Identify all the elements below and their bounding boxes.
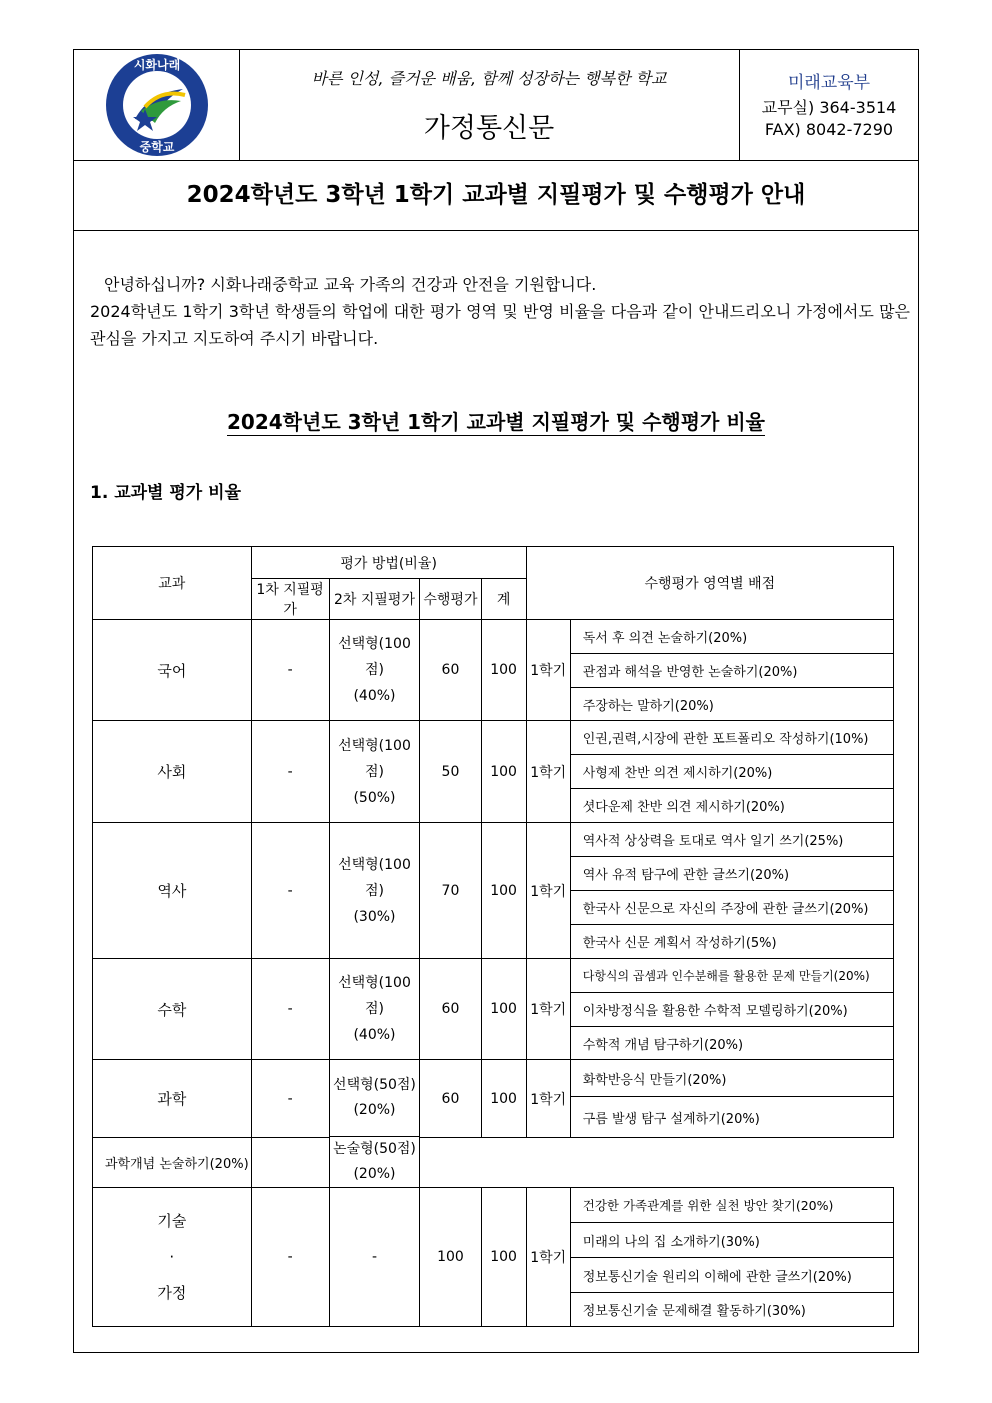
area-item: 과학개념 논술하기(20%) (93, 1138, 252, 1188)
exam2-cell: 선택형(100점) (40%) (329, 959, 420, 1060)
subject-cell: 과학 (93, 1060, 252, 1138)
performance-cell: 60 (420, 620, 481, 721)
subject-line: 기술 (157, 1212, 187, 1230)
total-cell: 100 (481, 959, 526, 1060)
semester-cell: 1학기 (526, 823, 570, 959)
exam1-cell: - (251, 620, 329, 721)
total-cell: 100 (481, 721, 526, 823)
area-item: 이차방정식을 활용한 수학적 모델링하기(20%) (570, 993, 893, 1027)
table-row (93, 959, 894, 993)
section-heading: 1. 교과별 평가 비율 (90, 483, 241, 503)
header-exam1: 1차 지필평가 (251, 579, 329, 620)
header-areas: 수행평가 영역별 배점 (526, 547, 893, 620)
intro-line-1: 안녕하십니까? 시화나래중학교 교육 가족의 건강과 안전을 기원합니다. (104, 275, 597, 294)
total-cell: 100 (481, 1060, 526, 1138)
school-motto: 바른 인성, 즐거운 배움, 함께 성장하는 행복한 학교 (311, 69, 667, 88)
fax-number: FAX) 8042-7290 (764, 120, 894, 139)
area-item: 구름 발생 탐구 설계하기(20%) (570, 1097, 893, 1138)
area-item: 건강한 가족관계를 위한 실천 방안 찾기(20%) (570, 1188, 893, 1223)
area-item: 한국사 신문으로 자신의 주장에 관한 글쓰기(20%) (570, 891, 893, 925)
semester-cell: 1학기 (526, 1060, 570, 1138)
header-performance: 수행평가 (420, 579, 481, 620)
subject-line: 가정 (157, 1284, 187, 1302)
area-item: 주장하는 말하기(20%) (570, 688, 893, 721)
exam2-essay-cell: 논술형(50점) (20%) (329, 1137, 420, 1188)
area-item: 화학반응식 만들기(20%) (570, 1060, 893, 1097)
area-item: 인권,권력,시장에 관한 포트폴리오 작성하기(10%) (570, 721, 893, 755)
phone-number: 교무실) 364-3514 (761, 98, 897, 117)
subject-cell: 역사 (93, 823, 252, 959)
subject-cell: 수학 (93, 959, 252, 1060)
exam1-cell: - (251, 721, 329, 823)
logo-text-top: 시화나래 (133, 58, 181, 72)
area-item: 관점과 해석을 반영한 논술하기(20%) (570, 654, 893, 688)
intro-line-2: 2024학년도 1학기 3학년 학생들의 학업에 대한 평가 영역 및 반영 비율을 다음과 같이 안내드리오니 가정에서도 많은 관심을 가지고 지도하여 주시기 바랍니다. (90, 302, 910, 348)
area-item: 역사 유적 탐구에 관한 글쓰기(20%) (570, 857, 893, 891)
area-item: 독서 후 의견 논술하기(20%) (570, 620, 893, 654)
exam2-cell: 선택형(100점) (50%) (329, 721, 420, 823)
logo-cell (74, 50, 240, 160)
table-row (93, 1188, 894, 1223)
subject-cell: 사회 (93, 721, 252, 823)
table-row (93, 1060, 894, 1097)
area-item: 한국사 신문 계획서 작성하기(5%) (570, 925, 893, 959)
area-item: 셧다운제 찬반 의견 제시하기(20%) (570, 789, 893, 823)
area-item: 수학적 개념 탐구하기(20%) (570, 1027, 893, 1060)
table-row (93, 823, 894, 857)
document-title: 2024학년도 3학년 1학기 교과별 지필평가 및 수행평가 안내 (74, 160, 918, 231)
exam2-choice-cell: 선택형(50점) (20%) (329, 1060, 420, 1137)
area-item: 다항식의 곱셈과 인수분해를 활용한 문제 만들기(20%) (570, 959, 893, 993)
subject-line: · (169, 1248, 175, 1266)
area-item: 역사적 상상력을 토대로 역사 일기 쓰기(25%) (570, 823, 893, 857)
exam2-cell: 선택형(100점) (40%) (329, 620, 420, 721)
performance-cell: 50 (420, 721, 481, 823)
table-row (93, 620, 894, 654)
logo-text-bottom: 중학교 (139, 140, 175, 154)
area-item: 정보통신기술 문제해결 활동하기(30%) (570, 1293, 893, 1327)
exam2-cell: 선택형(100점) (30%) (329, 823, 420, 959)
exam1-cell: - (251, 823, 329, 959)
exam1-cell: - (251, 959, 329, 1060)
exam1-cell: - (251, 1060, 329, 1138)
area-item: 정보통신기술 원리의 이해에 관한 글쓰기(20%) (570, 1258, 893, 1293)
semester-cell: 1학기 (526, 1188, 570, 1327)
exam1-cell: - (251, 1188, 329, 1327)
subject-cell: 국어 (93, 620, 252, 721)
semester-cell: 1학기 (526, 620, 570, 721)
performance-cell: 60 (420, 959, 481, 1060)
performance-cell: 70 (420, 823, 481, 959)
area-item: 미래의 나의 집 소개하기(30%) (570, 1223, 893, 1258)
header-method: 평가 방법(비율) (251, 547, 526, 579)
intro-text (90, 271, 910, 352)
header-total: 계 (481, 579, 526, 620)
header-middle (239, 50, 740, 160)
contact-cell (740, 50, 918, 160)
table-row (93, 721, 894, 755)
department: 미래교육부 (787, 73, 871, 93)
header (74, 50, 918, 161)
area-item: 사형제 찬반 의견 제시하기(20%) (570, 755, 893, 789)
performance-cell: 100 (420, 1188, 481, 1327)
subject-cell (93, 1188, 252, 1327)
evaluation-table (92, 546, 894, 1327)
header-exam2: 2차 지필평가 (329, 579, 420, 620)
total-cell: 100 (481, 1188, 526, 1327)
header-subject: 교과 (93, 547, 252, 620)
semester-cell: 1학기 (526, 959, 570, 1060)
school-logo (101, 49, 213, 161)
total-cell: 100 (481, 620, 526, 721)
exam2-cell: - (329, 1188, 420, 1327)
performance-cell: 60 (420, 1060, 481, 1138)
table-subtitle (74, 406, 918, 435)
paper-name: 가정통신문 (423, 113, 555, 144)
subtitle-text: 2024학년도 3학년 1학기 교과별 지필평가 및 수행평가 비율 (227, 410, 765, 434)
total-cell: 100 (481, 823, 526, 959)
semester-cell: 1학기 (526, 721, 570, 823)
